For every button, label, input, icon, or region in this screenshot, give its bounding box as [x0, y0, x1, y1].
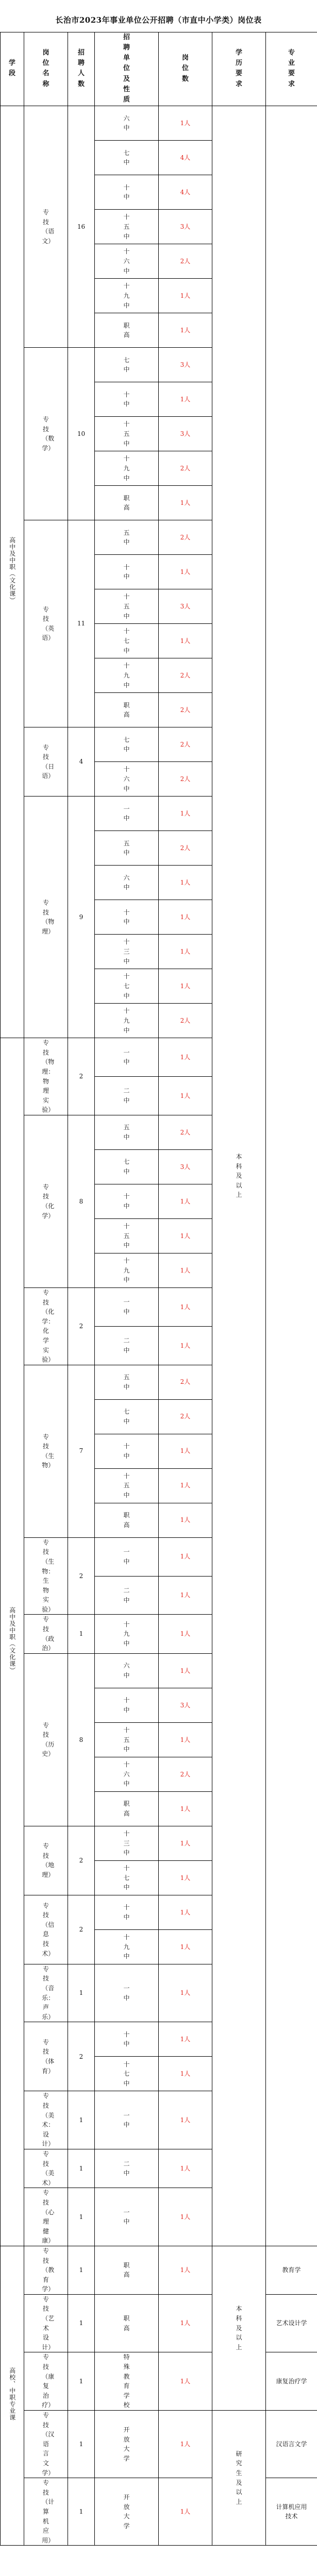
unit-count-cell: 1人 — [159, 2352, 212, 2411]
table-row — [1, 106, 317, 141]
unit-cell: 五中 — [95, 1115, 159, 1149]
unit-cell: 职高 — [95, 693, 159, 727]
unit-count-cell: 1人 — [159, 1184, 212, 1218]
unit-count-cell: 2人 — [159, 244, 212, 279]
unit-cell: 十五中 — [95, 417, 159, 451]
unit-count-cell: 3人 — [159, 348, 212, 382]
major-cell: 计算机应用技术 — [266, 2478, 317, 2546]
unit-count-cell: 1人 — [159, 2188, 212, 2246]
unit-count-cell: 1人 — [159, 1468, 212, 1503]
unit-count-cell: 1人 — [159, 935, 212, 969]
unit-count-cell: 4人 — [159, 141, 212, 175]
unit-count-cell: 1人 — [159, 2149, 212, 2188]
position-cell: 专技（信息技术） — [24, 1895, 68, 1964]
unit-cell: 十九中 — [95, 1004, 159, 1038]
unit-count-cell: 1人 — [159, 1615, 212, 1653]
position-cell: 专技（音乐：声乐） — [24, 1964, 68, 2022]
count-cell: 8 — [68, 1115, 95, 1287]
unit-count-cell: 1人 — [159, 866, 212, 900]
unit-count-cell: 2人 — [159, 693, 212, 727]
unit-count-cell: 2人 — [159, 520, 212, 555]
unit-count-cell: 1人 — [159, 1722, 212, 1757]
unit-cell: 六中 — [95, 106, 159, 141]
unit-count-cell: 2人 — [159, 727, 212, 762]
unit-cell: 职高 — [95, 1791, 159, 1826]
unit-count-cell: 1人 — [159, 2294, 212, 2352]
stage-cell: 高中及中职（文化课） — [1, 1038, 24, 2246]
unit-cell: 十中 — [95, 1434, 159, 1468]
header-count: 招聘人数 — [68, 32, 95, 106]
position-cell: 专技（计算机应用） — [24, 2478, 68, 2546]
unit-cell: 七中 — [95, 727, 159, 762]
count-cell: 1 — [68, 2246, 95, 2294]
unit-count-cell: 1人 — [159, 1964, 212, 2022]
unit-count-cell: 1人 — [159, 1434, 212, 1468]
unit-cell: 十七中 — [95, 624, 159, 658]
position-cell: 专技（物理：物理实验） — [24, 1038, 68, 1115]
unit-cell: 十五中 — [95, 1468, 159, 1503]
header-unit-count: 岗位数 — [159, 32, 212, 106]
count-cell: 16 — [68, 106, 95, 348]
unit-cell: 十三中 — [95, 935, 159, 969]
count-cell: 4 — [68, 727, 95, 796]
count-cell: 1 — [68, 2294, 95, 2352]
unit-cell: 十中 — [95, 555, 159, 589]
unit-cell: 职高 — [95, 313, 159, 348]
header-position: 岗位名称 — [24, 32, 68, 106]
position-cell: 专技（汉语言文学） — [24, 2411, 68, 2478]
unit-count-cell: 1人 — [159, 1791, 212, 1826]
unit-count-cell: 1人 — [159, 1287, 212, 1326]
unit-count-cell: 1人 — [159, 1576, 212, 1615]
position-cell: 专技（生物） — [24, 1365, 68, 1537]
unit-count-cell: 1人 — [159, 382, 212, 417]
count-cell: 1 — [68, 2352, 95, 2411]
edu-cell: 本科及以上 — [212, 2246, 266, 2410]
unit-count-cell: 1人 — [159, 624, 212, 658]
position-cell: 专技（美术） — [24, 2149, 68, 2188]
unit-cell: 十六中 — [95, 244, 159, 279]
major-cell: 教育学 — [266, 2246, 317, 2294]
unit-count-cell: 2人 — [159, 658, 212, 693]
count-cell: 2 — [68, 1826, 95, 1895]
unit-cell: 十七中 — [95, 2057, 159, 2091]
unit-count-cell: 3人 — [159, 417, 212, 451]
unit-cell: 十中 — [95, 1688, 159, 1722]
unit-count-cell: 3人 — [159, 1688, 212, 1722]
unit-cell: 十五中 — [95, 589, 159, 624]
unit-count-cell: 1人 — [159, 900, 212, 935]
count-cell: 2 — [68, 2022, 95, 2091]
major-cell: 汉语言文学 — [266, 2411, 317, 2478]
position-cell: 专技（康复治疗） — [24, 2352, 68, 2411]
unit-count-cell: 1人 — [159, 1653, 212, 1688]
count-cell: 1 — [68, 2478, 95, 2546]
unit-count-cell: 1人 — [159, 969, 212, 1004]
unit-count-cell: 1人 — [159, 1537, 212, 1576]
unit-count-cell: 2人 — [159, 451, 212, 486]
unit-cell: 职高 — [95, 486, 159, 520]
unit-count-cell: 1人 — [159, 313, 212, 348]
unit-count-cell: 2人 — [159, 1115, 212, 1149]
unit-cell: 职高 — [95, 2294, 159, 2352]
position-cell: 专技（地理） — [24, 1826, 68, 1895]
table-row — [1, 2294, 317, 2352]
unit-cell: 六中 — [95, 1653, 159, 1688]
count-cell: 7 — [68, 1365, 95, 1537]
position-cell: 专技（化学） — [24, 1115, 68, 1287]
unit-cell: 七中 — [95, 348, 159, 382]
unit-cell: 五中 — [95, 520, 159, 555]
unit-count-cell: 1人 — [159, 2057, 212, 2091]
unit-cell: 十中 — [95, 175, 159, 210]
unit-cell: 六中 — [95, 866, 159, 900]
count-cell: 11 — [68, 520, 95, 727]
position-cell: 专技（化学：化学实验） — [24, 1287, 68, 1365]
position-cell: 专技（语文） — [24, 106, 68, 348]
unit-count-cell: 4人 — [159, 175, 212, 210]
unit-cell: 十中 — [95, 2022, 159, 2057]
count-cell: 1 — [68, 1964, 95, 2022]
table-row — [1, 2352, 317, 2411]
unit-count-cell: 1人 — [159, 2478, 212, 2546]
unit-cell: 十九中 — [95, 1253, 159, 1287]
stage-cell: 高中及中职（文化课） — [1, 106, 24, 1038]
unit-cell: 开放大学 — [95, 2411, 159, 2478]
unit-count-cell: 1人 — [159, 1038, 212, 1077]
unit-count-cell: 2人 — [159, 831, 212, 866]
unit-cell: 十九中 — [95, 1929, 159, 1964]
position-cell: 专技（艺术设计） — [24, 2294, 68, 2352]
table-row — [1, 2246, 317, 2294]
unit-cell: 十九中 — [95, 451, 159, 486]
position-cell: 专技（生物：生物实验） — [24, 1537, 68, 1615]
unit-cell: 二中 — [95, 1077, 159, 1115]
position-cell: 专技（日语） — [24, 727, 68, 796]
table-row — [1, 2478, 317, 2546]
unit-cell: 二中 — [95, 1576, 159, 1615]
count-cell: 1 — [68, 1615, 95, 1653]
unit-cell: 七中 — [95, 1399, 159, 1434]
unit-cell: 一中 — [95, 1964, 159, 2022]
unit-count-cell: 1人 — [159, 1503, 212, 1537]
unit-cell: 二中 — [95, 1326, 159, 1365]
unit-cell: 十五中 — [95, 1722, 159, 1757]
unit-cell: 十三中 — [95, 1826, 159, 1860]
header-unit: 招聘单位及性质 — [95, 32, 159, 106]
unit-cell: 七中 — [95, 1149, 159, 1184]
unit-cell: 五中 — [95, 1365, 159, 1399]
unit-count-cell: 3人 — [159, 210, 212, 244]
unit-cell: 一中 — [95, 796, 159, 831]
unit-count-cell: 3人 — [159, 589, 212, 624]
unit-count-cell: 1人 — [159, 2411, 212, 2478]
count-cell: 2 — [68, 1537, 95, 1615]
job-position-table — [0, 32, 317, 2546]
unit-count-cell: 1人 — [159, 1895, 212, 1929]
unit-count-cell: 1人 — [159, 2022, 212, 2057]
major-cell: 康复治疗学 — [266, 2352, 317, 2411]
count-cell: 1 — [68, 2411, 95, 2478]
position-cell: 专技（英语） — [24, 520, 68, 727]
header-major: 专业要求 — [266, 32, 317, 106]
unit-count-cell: 1人 — [159, 1326, 212, 1365]
unit-count-cell: 1人 — [159, 1929, 212, 1964]
unit-cell: 一中 — [95, 1038, 159, 1077]
unit-cell: 一中 — [95, 1537, 159, 1576]
unit-cell: 十中 — [95, 1184, 159, 1218]
unit-count-cell: 2人 — [159, 1399, 212, 1434]
position-cell: 专技（物理） — [24, 796, 68, 1038]
unit-cell: 职高 — [95, 1503, 159, 1537]
unit-count-cell: 1人 — [159, 1826, 212, 1860]
count-cell: 1 — [68, 2188, 95, 2246]
unit-count-cell: 1人 — [159, 106, 212, 141]
unit-cell: 职高 — [95, 2246, 159, 2294]
unit-count-cell: 2人 — [159, 1757, 212, 1791]
position-cell: 专技（体育） — [24, 2022, 68, 2091]
unit-cell: 十六中 — [95, 1757, 159, 1791]
header-row — [1, 32, 317, 106]
unit-cell: 二中 — [95, 2149, 159, 2188]
position-cell: 专技（教育学） — [24, 2246, 68, 2294]
unit-count-cell: 1人 — [159, 1077, 212, 1115]
count-cell: 1 — [68, 2149, 95, 2188]
major-cell: 艺术设计学 — [266, 2294, 317, 2352]
unit-cell: 十中 — [95, 900, 159, 935]
count-cell: 8 — [68, 1653, 95, 1826]
count-cell: 10 — [68, 348, 95, 520]
edu-cell: 本科及以上 — [212, 106, 266, 2246]
unit-count-cell: 1人 — [159, 279, 212, 313]
unit-count-cell: 1人 — [159, 2246, 212, 2294]
unit-cell: 十中 — [95, 1895, 159, 1929]
unit-cell: 十六中 — [95, 762, 159, 796]
unit-cell: 一中 — [95, 1287, 159, 1326]
count-cell: 9 — [68, 796, 95, 1038]
unit-count-cell: 1人 — [159, 1860, 212, 1895]
unit-count-cell: 1人 — [159, 486, 212, 520]
header-stage: 学段 — [1, 32, 24, 106]
unit-count-cell: 1人 — [159, 2091, 212, 2149]
unit-count-cell: 1人 — [159, 555, 212, 589]
unit-cell: 十七中 — [95, 969, 159, 1004]
unit-count-cell: 2人 — [159, 762, 212, 796]
unit-cell: 五中 — [95, 831, 159, 866]
position-cell: 专技（美术：设计） — [24, 2091, 68, 2149]
unit-cell: 十九中 — [95, 279, 159, 313]
unit-cell: 十五中 — [95, 210, 159, 244]
count-cell: 2 — [68, 1895, 95, 1964]
unit-count-cell: 1人 — [159, 1253, 212, 1287]
edu-cell: 研究生及以上 — [212, 2411, 266, 2546]
position-cell: 专技（心理健康） — [24, 2188, 68, 2246]
unit-cell: 十七中 — [95, 1860, 159, 1895]
unit-count-cell: 1人 — [159, 1218, 212, 1253]
unit-cell: 十中 — [95, 382, 159, 417]
position-cell: 专技（数学） — [24, 348, 68, 520]
header-edu: 学历要求 — [212, 32, 266, 106]
unit-cell: 开放大学 — [95, 2478, 159, 2546]
count-cell: 1 — [68, 2091, 95, 2149]
unit-cell: 十九中 — [95, 1615, 159, 1653]
unit-cell: 一中 — [95, 2091, 159, 2149]
table-row — [1, 2411, 317, 2478]
unit-count-cell: 3人 — [159, 1149, 212, 1184]
unit-cell: 七中 — [95, 141, 159, 175]
count-cell: 2 — [68, 1287, 95, 1365]
document-title: 长治市2023年事业单位公开招聘（市直中小学类）岗位表 — [55, 15, 262, 25]
position-cell: 专技（政治） — [24, 1615, 68, 1653]
unit-cell: 十九中 — [95, 658, 159, 693]
unit-cell: 十五中 — [95, 1218, 159, 1253]
unit-cell: 特殊教育学校 — [95, 2352, 159, 2411]
stage-cell: 高校、中职专业课 — [1, 2246, 24, 2545]
position-cell: 专技（历史） — [24, 1653, 68, 1826]
unit-cell: 一中 — [95, 2188, 159, 2246]
unit-count-cell: 1人 — [159, 796, 212, 831]
major-cell-empty — [266, 106, 317, 2246]
unit-count-cell: 2人 — [159, 1004, 212, 1038]
count-cell: 2 — [68, 1038, 95, 1115]
unit-count-cell: 2人 — [159, 1365, 212, 1399]
